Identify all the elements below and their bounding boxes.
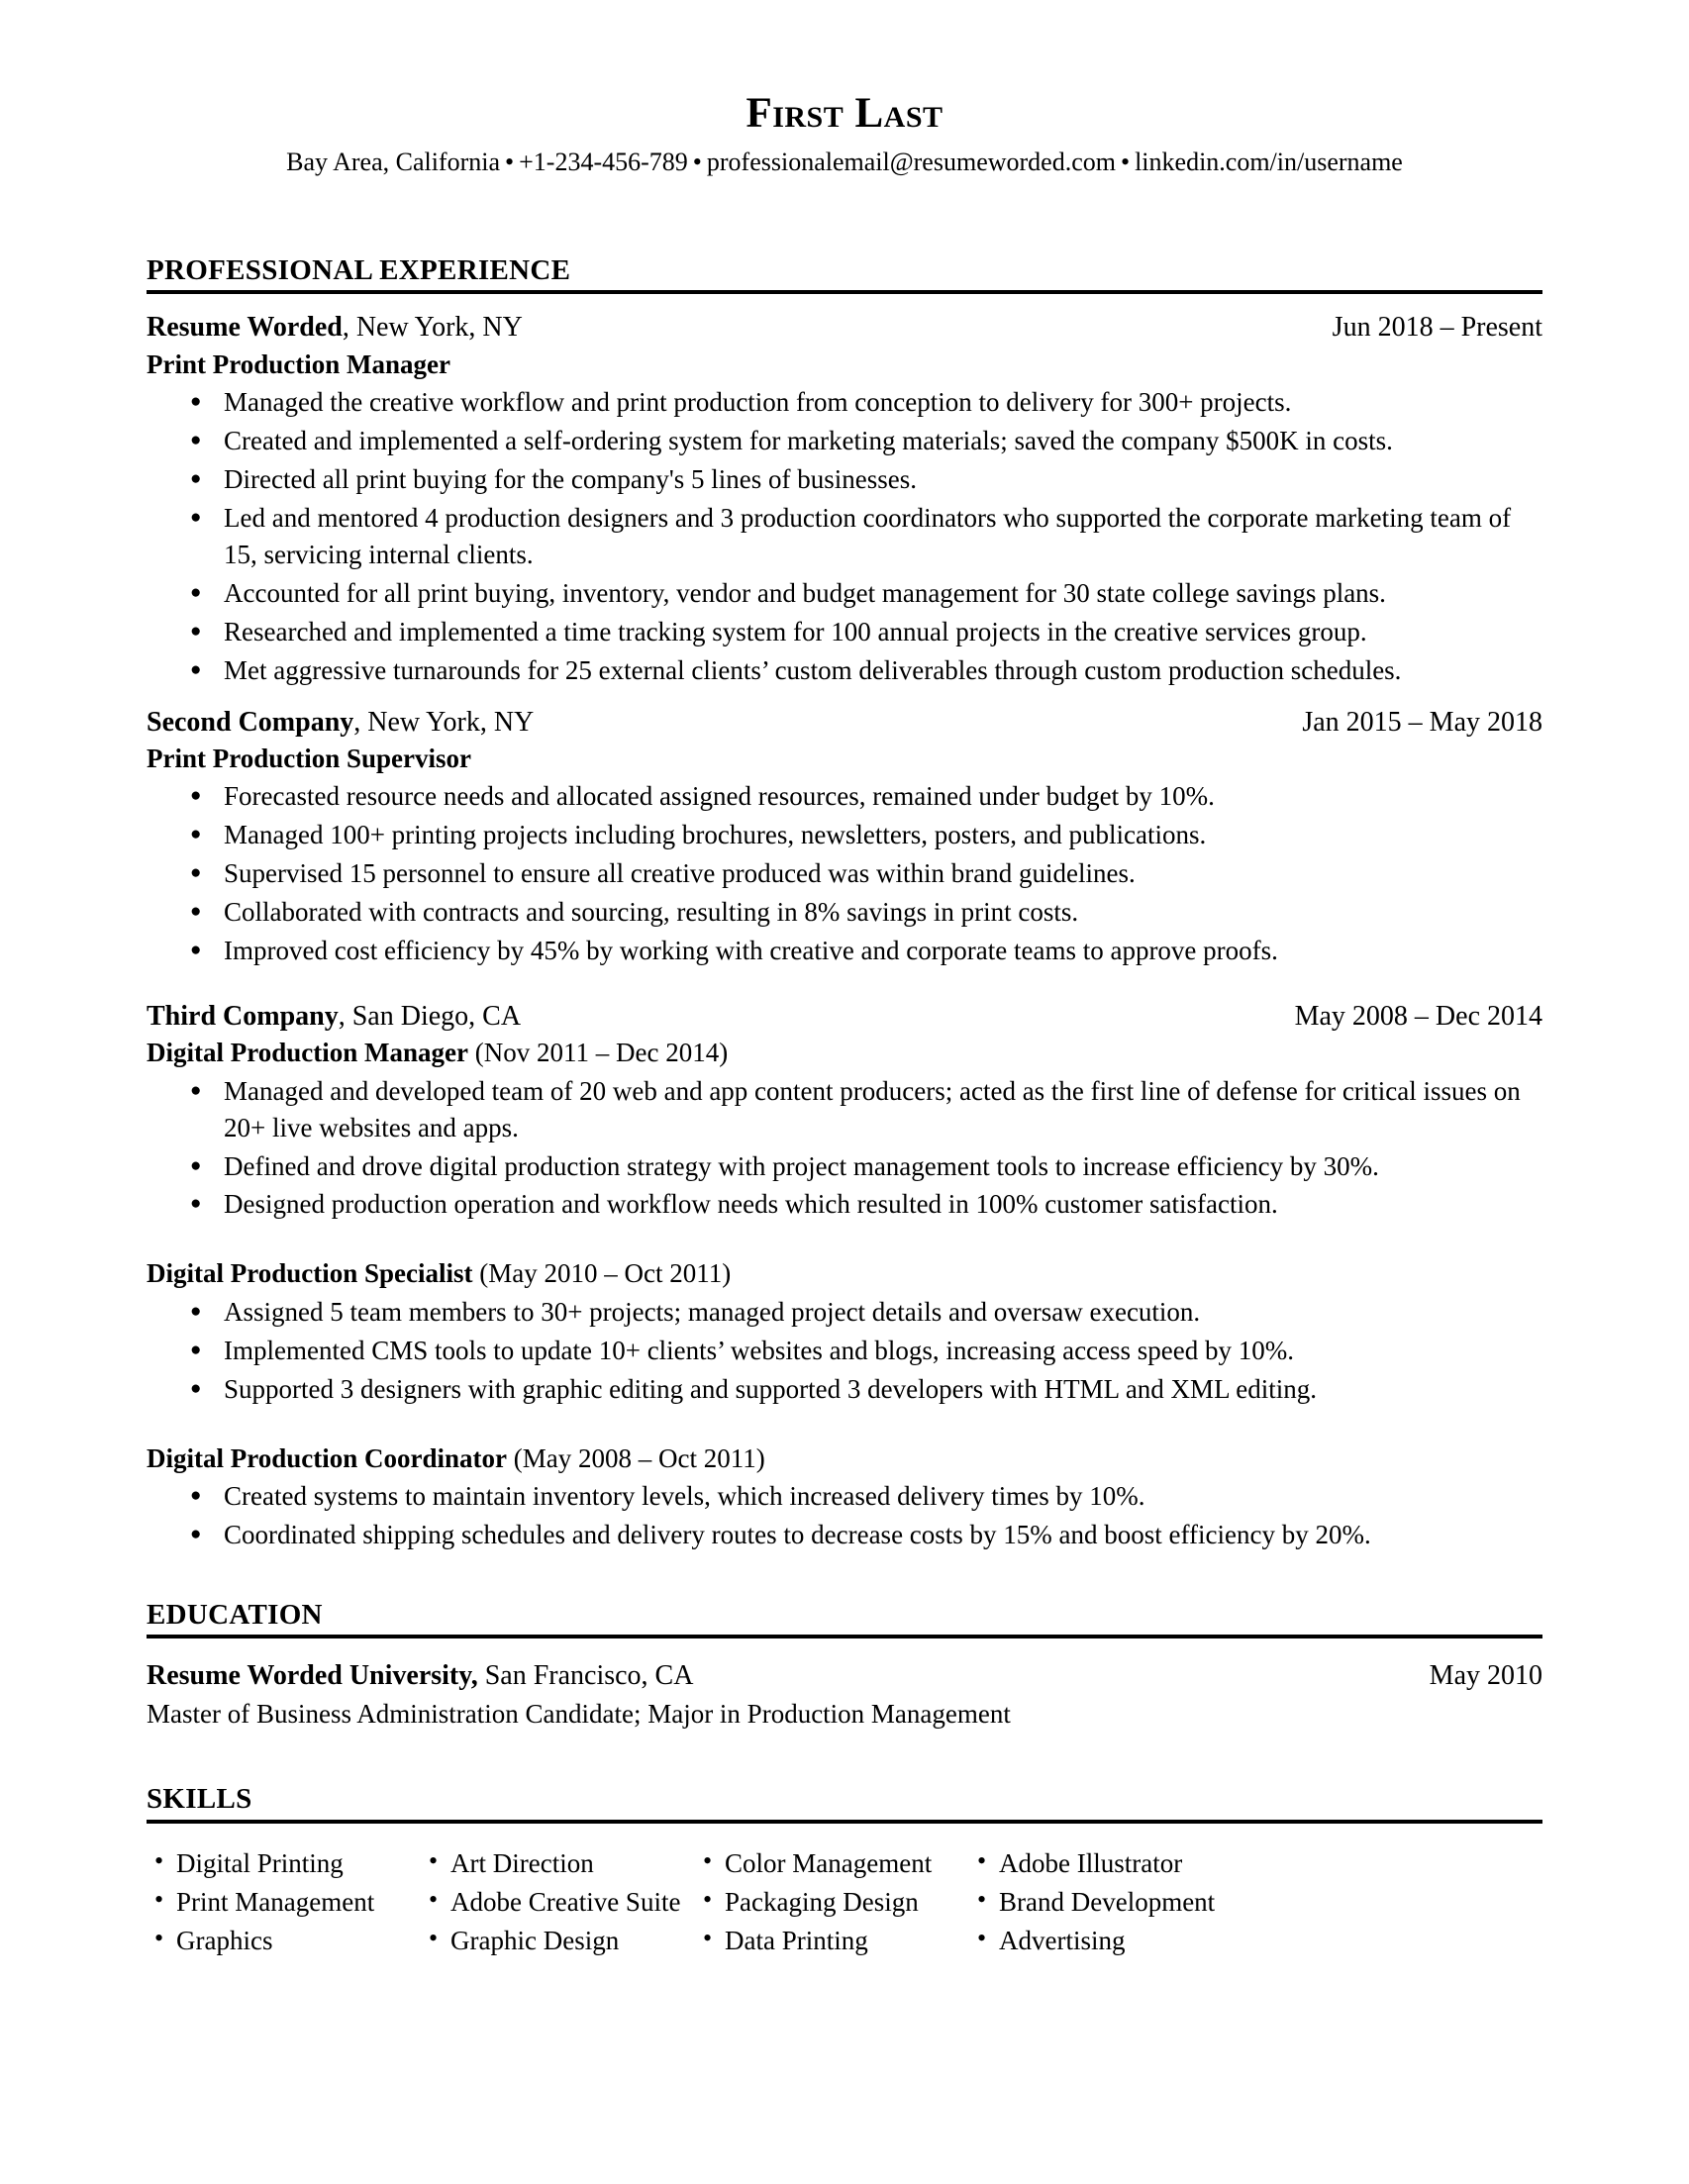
resume-content [147,0,1542,1961]
skill-item: • Color Management [699,1845,973,1882]
job-bullet: ● Improved cost efficiency by 45% by working with creative and corporate teams to approve proofs. [147,933,1542,969]
skill-item: • Graphic Design [425,1923,699,1959]
job-subrole-title [147,1256,1542,1291]
job-dates: May 2008 – Dec 2014 [1294,1001,1542,1033]
contact-location: Bay Area, California [286,148,501,177]
contact-separator-3: • [1120,148,1131,177]
job-bullet: ● Researched and implemented a time tracking system for 100 annual projects in the creative services group. [147,614,1542,650]
job-entry [147,705,1542,969]
job-entry [147,999,1542,1553]
section-divider-education [147,1635,1542,1638]
section-education [147,1599,1542,1733]
job-bullet: ● Coordinated shipping schedules and delivery routes to decrease costs by 15% and boost efficiency by 20%. [147,1517,1542,1553]
contact-line [147,147,1542,179]
subrole-dates: (May 2010 – Oct 2011) [472,1258,732,1289]
job-company-line [147,705,534,741]
job-header [147,705,1542,741]
job-bullet: ● Managed 100+ printing projects including brochures, newsletters, posters, and publications. [147,817,1542,853]
job-bullet: ● Managed the creative workflow and print production from conception to delivery for 300+ projects. [147,384,1542,421]
job-bullet: ● Accounted for all print buying, inventory, vendor and budget management for 30 state college savings plans. [147,575,1542,612]
contact-email[interactable]: professionalemail@resumeworded.com [706,148,1116,177]
job-title: Print Production Supervisor [147,744,472,774]
skills-column [973,1845,1542,1961]
job-company: Second Company [147,706,354,738]
contact-separator-2: • [692,148,702,177]
job-header [147,310,1542,346]
job-bullet-list [147,1478,1542,1553]
section-skills [147,1783,1542,1960]
skill-item: • Adobe Illustrator [973,1845,1542,1882]
skills-column [699,1845,973,1961]
job-bullet: ● Created systems to maintain inventory levels, which increased delivery times by 10%. [147,1478,1542,1515]
skill-item: • Data Printing [699,1923,973,1959]
skill-item: • Digital Printing [150,1845,425,1882]
job-bullet: ● Collaborated with contracts and sourcing, resulting in 8% savings in print costs. [147,894,1542,931]
job-bullet: ● Designed production operation and workflow needs which resulted in 100% customer satisfaction. [147,1186,1542,1223]
job-location: , New York, NY [353,706,535,738]
job-bullet: ● Implemented CMS tools to update 10+ clients’ websites and blogs, increasing access speed by 10%. [147,1333,1542,1369]
section-experience [147,254,1542,1553]
skill-item: • Art Direction [425,1845,699,1882]
job-bullet: ● Led and mentored 4 production designers and 3 production coordinators who supported the corporate marketing team of 15, servicing internal clients. [147,500,1542,573]
job-company: Resume Worded [147,312,343,344]
job-dates: Jun 2018 – Present [1332,312,1542,344]
subrole-dates: (Nov 2011 – Dec 2014) [467,1038,729,1068]
job-company: Third Company [147,1001,339,1033]
job-company-line [147,999,521,1035]
education-header [147,1658,1542,1694]
skill-item: • Brand Development [973,1884,1542,1921]
skill-item: • Adobe Creative Suite [425,1884,699,1921]
education-date: May 2010 [1429,1659,1542,1691]
skills-column [150,1845,425,1961]
subrole-name: Digital Production Specialist [147,1258,473,1289]
skills-column [425,1845,699,1961]
job-bullet: ● Directed all print buying for the company's 5 lines of businesses. [147,461,1542,498]
skill-item: • Packaging Design [699,1884,973,1921]
subrole-dates: (May 2008 – Oct 2011) [507,1442,765,1473]
job-subrole-title [147,1036,1542,1070]
job-entry [147,310,1542,688]
contact-phone: +1-234-456-789 [519,148,688,177]
subrole-name: Digital Production Coordinator [147,1442,507,1473]
skill-item: • Advertising [973,1923,1542,1959]
contact-linkedin[interactable]: linkedin.com/in/username [1135,148,1403,177]
job-location: , New York, NY [342,312,523,344]
job-bullet: ● Managed and developed team of 20 web and app content producers; acted as the first line of defense for critical issues on 20+ live websites and apps. [147,1073,1542,1146]
skill-item: • Print Management [150,1884,425,1921]
job-bullet-list [147,384,1542,689]
job-bullet: ● Met aggressive turnarounds for 25 external clients’ custom deliverables through custom production schedules. [147,652,1542,689]
education-location: San Francisco, CA [477,1659,694,1691]
job-bullet: ● Assigned 5 team members to 30+ projects; managed project details and oversaw execution. [147,1294,1542,1331]
job-bullet-list [147,1073,1542,1224]
job-bullet: ● Forecasted resource needs and allocated assigned resources, remained under budget by 10%. [147,778,1542,815]
education-school-line [147,1658,693,1694]
job-location: , San Diego, CA [338,1001,522,1033]
education-school: Resume Worded University, [147,1659,478,1691]
job-bullet: ● Supervised 15 personnel to ensure all creative produced was within brand guidelines. [147,855,1542,892]
section-title-experience: PROFESSIONAL EXPERIENCE [147,253,571,286]
job-bullet: ● Defined and drove digital production strategy with project management tools to increase efficiency by 30%. [147,1148,1542,1185]
section-divider-experience [147,290,1542,294]
candidate-name: First Last [745,90,944,137]
section-title-education: EDUCATION [147,1598,323,1631]
job-bullet-list [147,778,1542,969]
job-header [147,999,1542,1035]
skill-item: • Graphics [150,1923,425,1959]
job-bullet-list [147,1294,1542,1408]
subrole-name: Digital Production Manager [147,1038,468,1068]
section-title-skills: SKILLS [147,1783,252,1816]
section-divider-skills [147,1820,1542,1824]
job-company-line [147,310,523,346]
education-degree: Master of Business Administration Candidate; Major in Production Management [147,1699,1011,1730]
job-bullet: ● Created and implemented a self-ordering system for marketing materials; saved the company $500K in costs. [147,423,1542,459]
contact-separator-1: • [505,148,515,177]
job-title: Print Production Manager [147,348,450,379]
job-dates: Jan 2015 – May 2018 [1302,706,1542,738]
skills-grid [147,1845,1542,1961]
job-bullet: ● Supported 3 designers with graphic editing and supported 3 developers with HTML and XML editing. [147,1371,1542,1408]
job-subrole-title [147,1441,1542,1476]
